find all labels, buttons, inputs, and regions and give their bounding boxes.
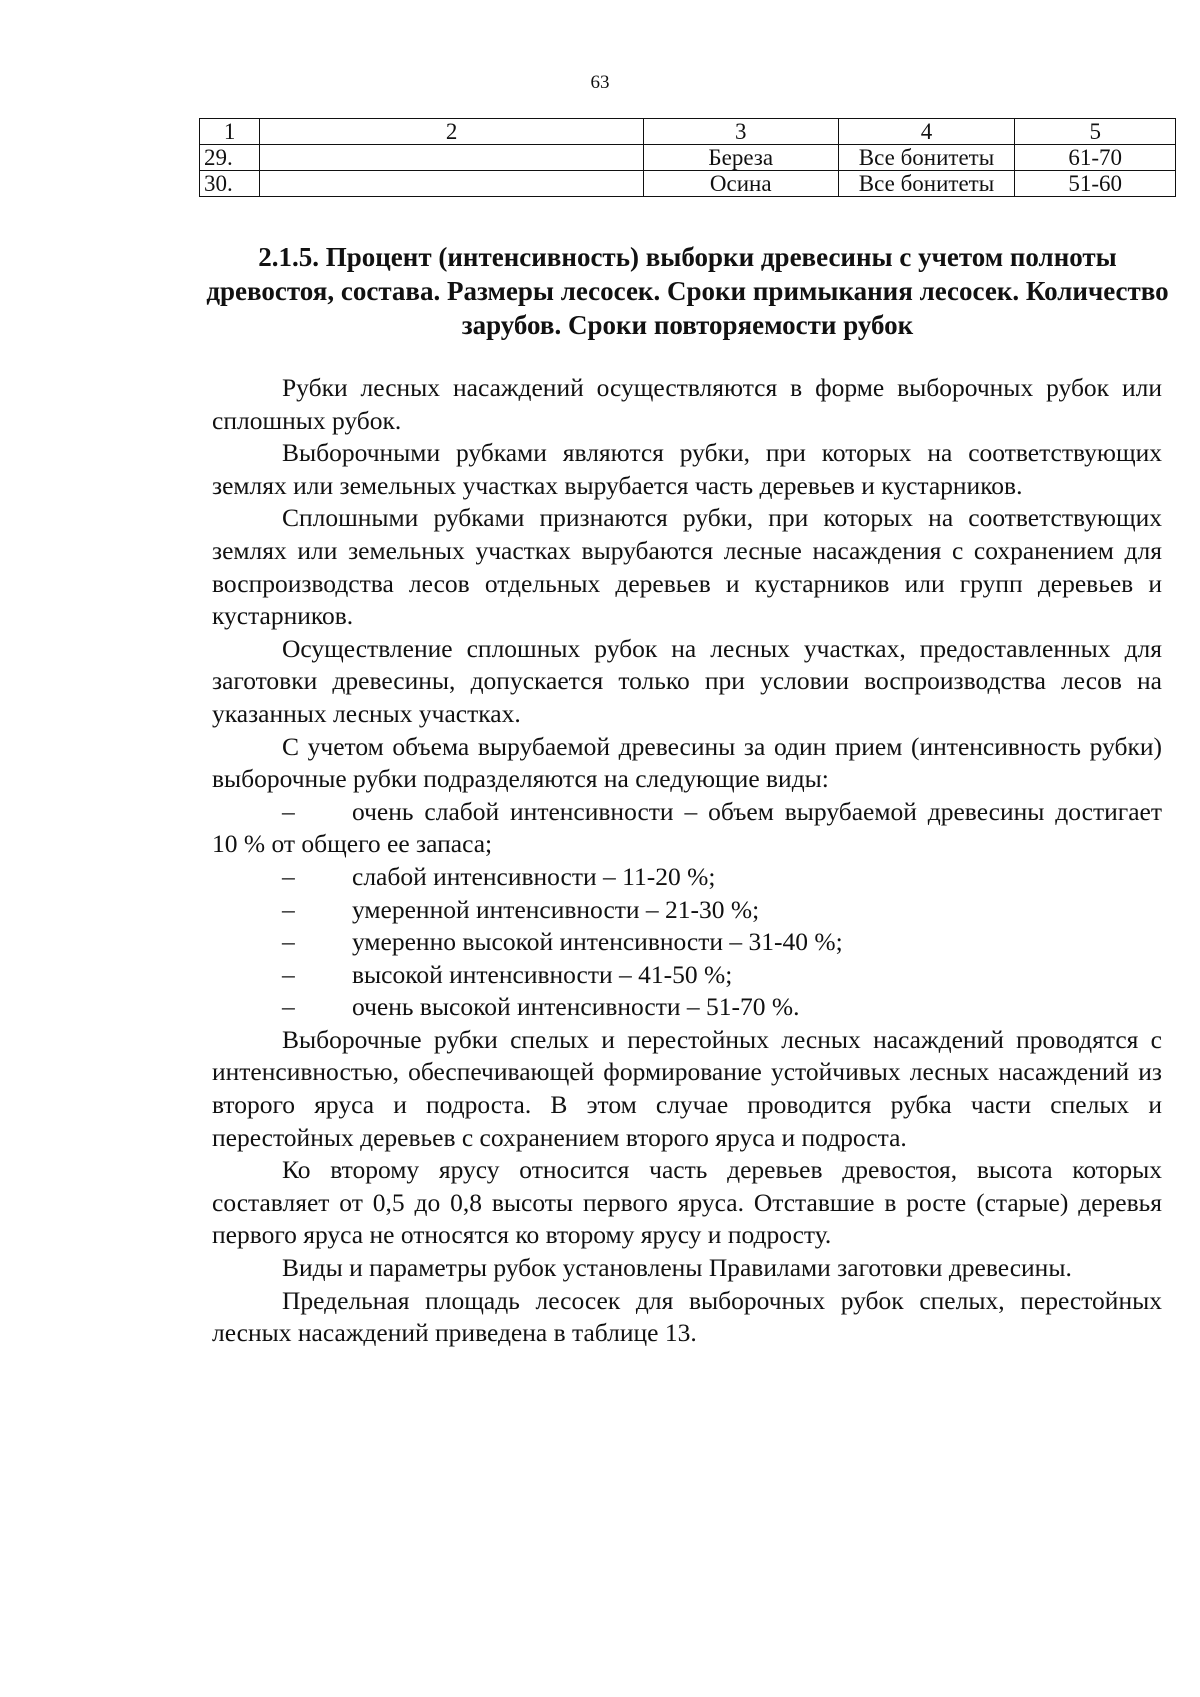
list-item bbox=[212, 959, 1162, 992]
table-cell: 51-60 bbox=[1015, 171, 1176, 197]
table-header-cell: 4 bbox=[838, 119, 1015, 145]
dash-mark: – bbox=[282, 927, 295, 957]
dash-mark: – bbox=[282, 992, 295, 1022]
paragraph: Рубки лесных насаждений осуществляются в форме выборочных рубок или сплошных рубок. bbox=[212, 373, 1162, 435]
table-row bbox=[200, 145, 1176, 171]
list-item-text: умеренно высокой интенсивности – 31-40 %; bbox=[352, 927, 843, 957]
continuation-table bbox=[199, 118, 1176, 197]
paragraph: Выборочными рубками являются рубки, при которых на соответствующих землях или земельных участках вырубается часть деревьев и кустарников. bbox=[212, 438, 1162, 500]
paragraph: Ко второму ярусу относится часть деревьев древостоя, высота которых составляет от 0,5 до 0,8 высоты первого яруса. Отставшие в росте (старые) деревья первого яруса не относятся ко второму ярусу и подросту. bbox=[212, 1155, 1162, 1250]
table-cell bbox=[260, 171, 644, 197]
table-cell: 61-70 bbox=[1015, 145, 1176, 171]
section-heading: 2.1.5. Процент (интенсивность) выборки древесины с учетом полноты древостоя, состава. Размеры лесосек. Сроки примыкания лесосек. Количество зарубов. Сроки повторяемости рубок bbox=[206, 242, 1169, 340]
page-number: 63 bbox=[590, 72, 610, 93]
table-cell: Все бонитеты bbox=[838, 145, 1015, 171]
table-cell: 29. bbox=[200, 145, 260, 171]
section-body bbox=[212, 372, 1162, 1350]
table-header-cell: 3 bbox=[643, 119, 838, 145]
list-item bbox=[212, 796, 1162, 861]
dash-mark: – bbox=[282, 894, 295, 924]
list-item bbox=[212, 894, 1162, 927]
table-row bbox=[200, 171, 1176, 197]
list-item-text: умеренной интенсивности – 21-30 %; bbox=[352, 894, 760, 924]
table-cell bbox=[260, 145, 644, 171]
paragraph: Осуществление сплошных рубок на лесных участках, предоставленных для заготовки древесины, допускается только при условии воспроизводства лесов на указанных лесных участках. bbox=[212, 633, 1162, 728]
table-header-row bbox=[200, 119, 1176, 145]
dash-mark: – bbox=[282, 861, 295, 891]
list-item bbox=[212, 861, 1162, 894]
dash-mark: – bbox=[282, 959, 295, 989]
list-item-text: слабой интенсивности – 11-20 %; bbox=[352, 861, 716, 891]
paragraph: Предельная площадь лесосек для выборочных рубок спелых, перестойных лесных насаждений приведена в таблице 13. bbox=[212, 1285, 1162, 1348]
paragraph: Выборочные рубки спелых и перестойных лесных насаждений проводятся с интенсивностью, обеспечивающей формирование устойчивых лесных насаждений из второго яруса и подроста. В этом случае проводится рубка части спелых и перестойных деревьев с сохранением второго яруса и подроста. bbox=[212, 1024, 1162, 1152]
dash-mark: – bbox=[282, 796, 295, 826]
table-header-cell: 1 bbox=[200, 119, 260, 145]
paragraph: С учетом объема вырубаемой древесины за один прием (интенсивность рубки) выборочные рубки подразделяются на следующие виды: bbox=[212, 731, 1162, 794]
list-item-text: очень слабой интенсивности – объем вырубаемой древесины достигает 10 % от общего ее запаса; bbox=[212, 796, 1162, 859]
table-cell: Береза bbox=[643, 145, 838, 171]
paragraph: Виды и параметры рубок установлены Правилами заготовки древесины. bbox=[282, 1253, 1072, 1283]
list-item-text: очень высокой интенсивности – 51-70 %. bbox=[352, 992, 800, 1022]
paragraph: Сплошными рубками признаются рубки, при которых на соответствующих землях или земельных участках вырубаются лесные насаждения с сохранением для воспроизводства лесов отдельных деревьев и кустарников или групп деревьев и кустарников. bbox=[212, 503, 1162, 631]
table-header-cell: 2 bbox=[260, 119, 644, 145]
table-cell: Осина bbox=[643, 171, 838, 197]
table-cell: Все бонитеты bbox=[838, 171, 1015, 197]
table-header-cell: 5 bbox=[1015, 119, 1176, 145]
table-cell: 30. bbox=[200, 171, 260, 197]
list-item bbox=[212, 991, 1162, 1024]
list-item bbox=[212, 926, 1162, 959]
list-item-text: высокой интенсивности – 41-50 %; bbox=[352, 959, 733, 989]
